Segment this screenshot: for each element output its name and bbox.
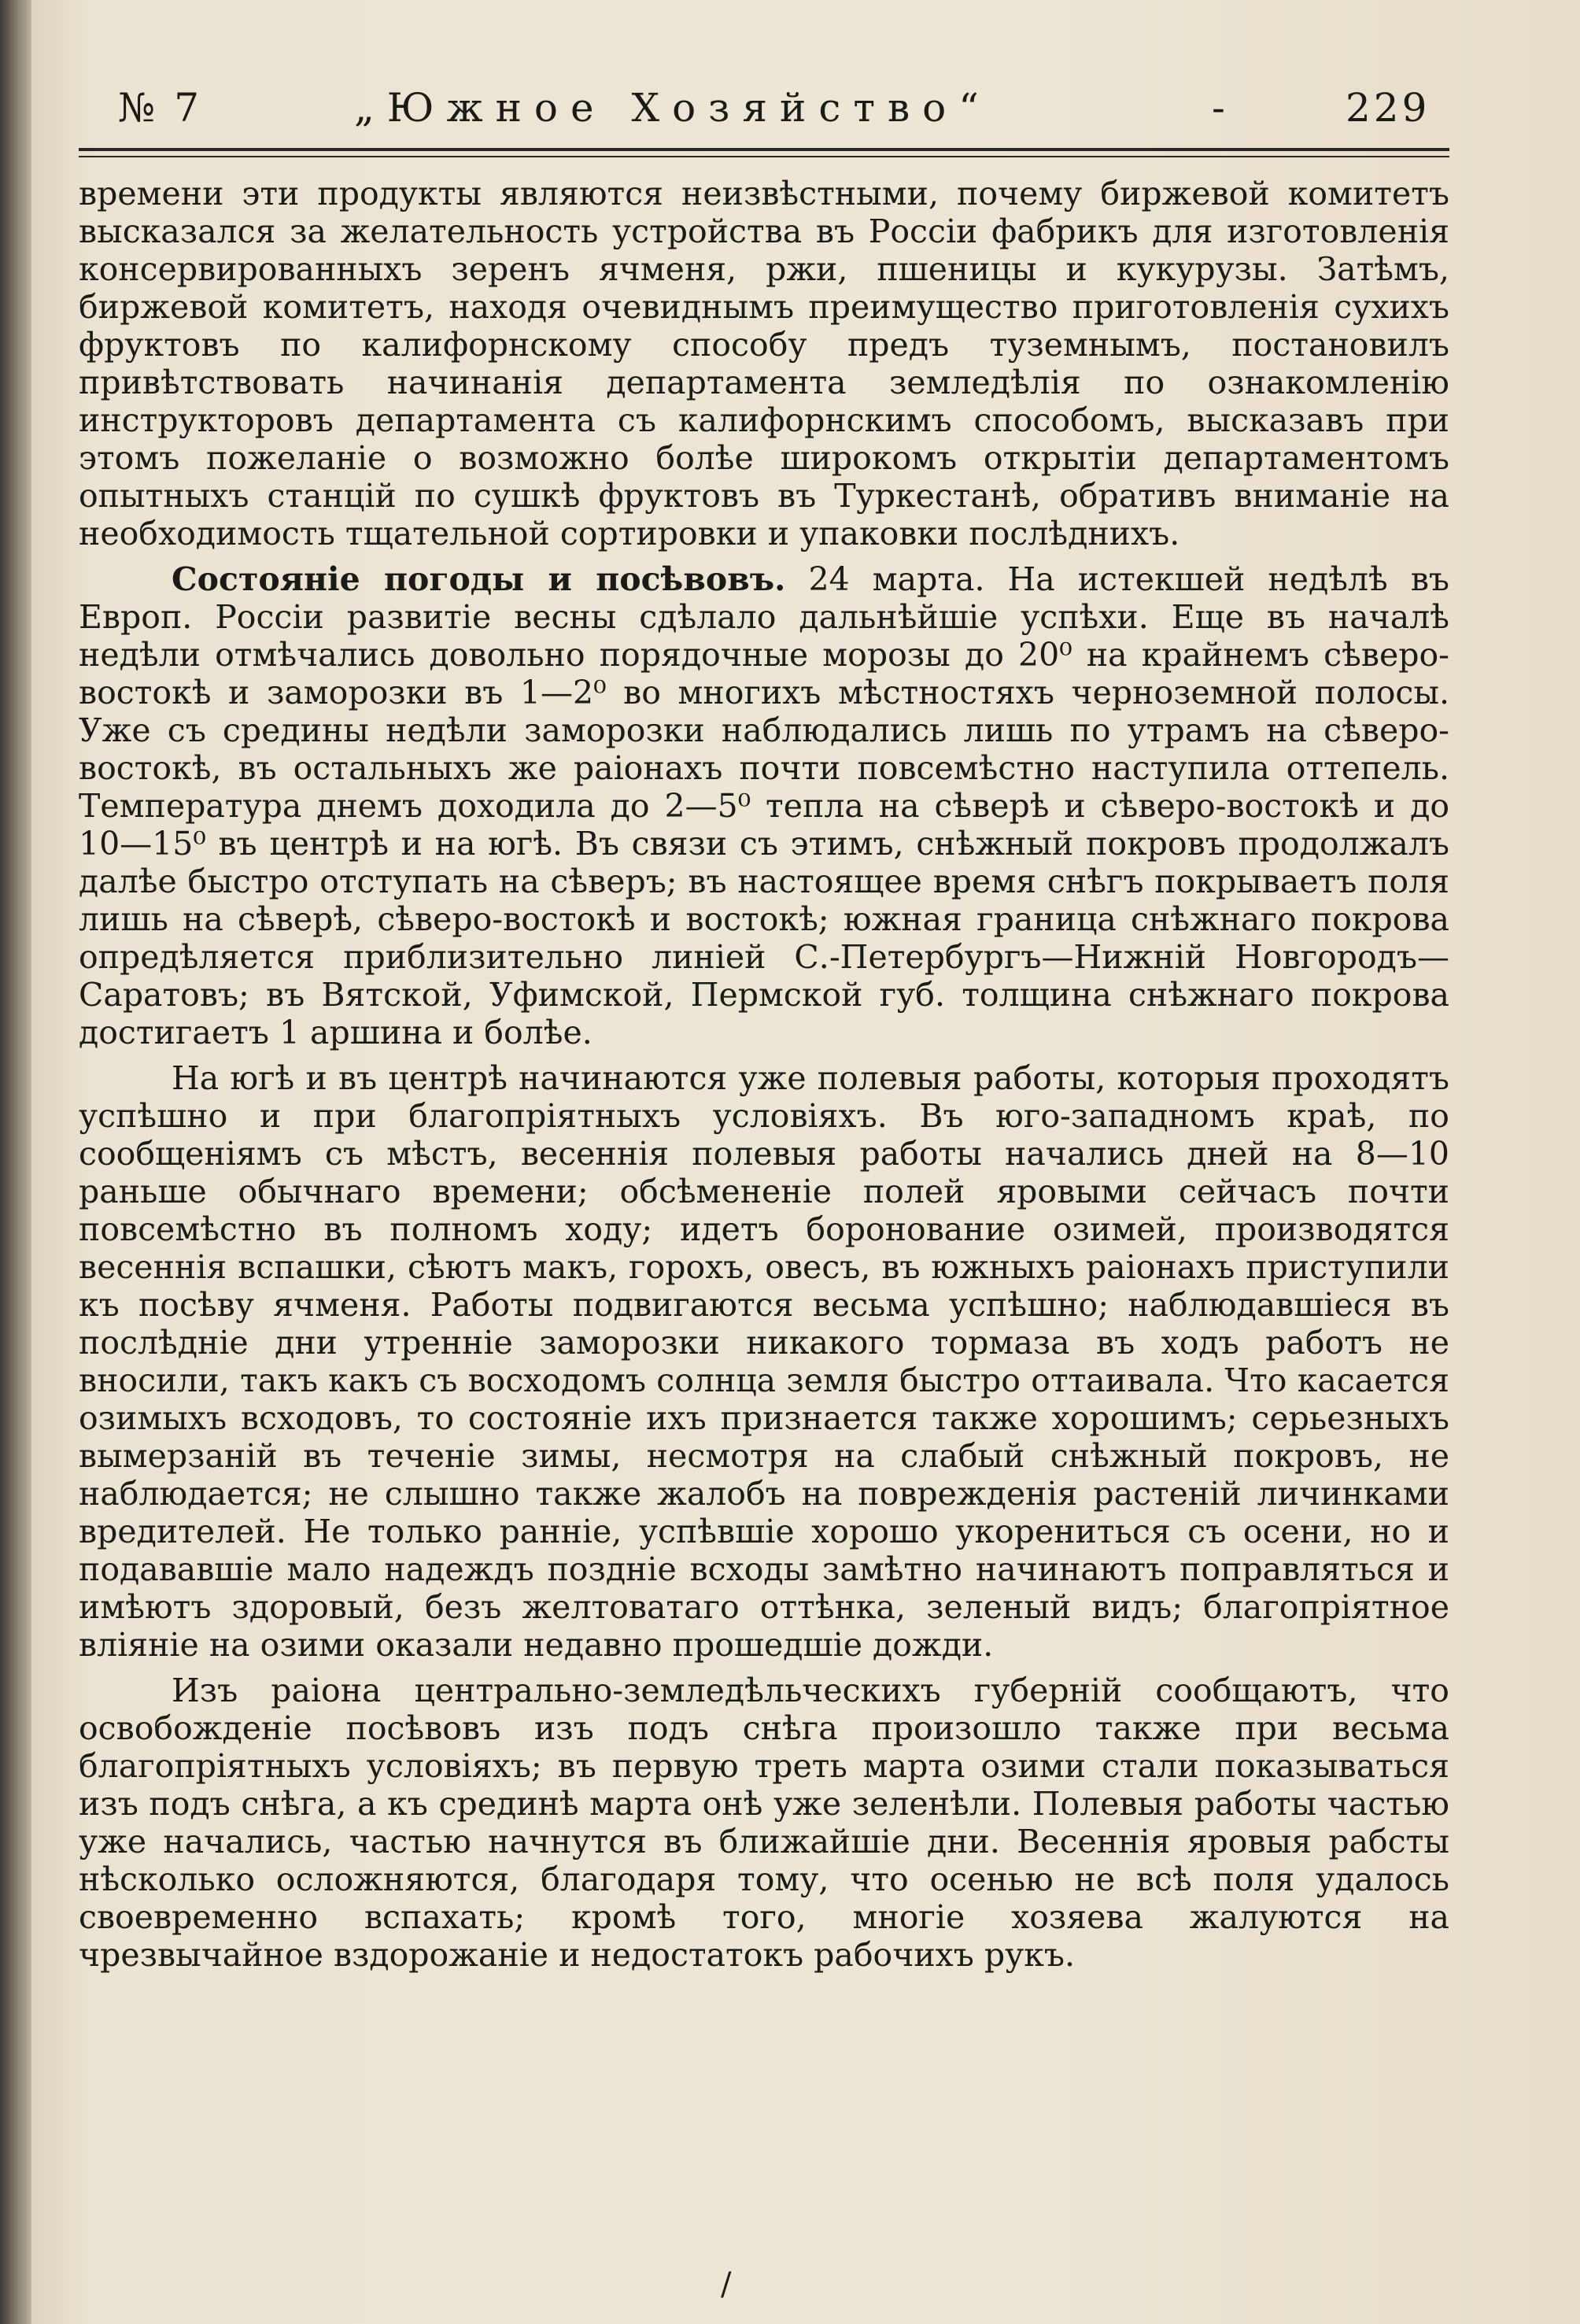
paragraph-3 <box>79 1059 1449 1664</box>
page-bottom-mark: / <box>721 2267 732 2303</box>
article-body <box>79 175 1449 1974</box>
paragraph-2 <box>79 560 1449 1051</box>
section-heading: Состояніе погоды и посѣвовъ. <box>172 560 786 598</box>
running-header <box>118 85 1430 140</box>
paragraph-3-text: На югѣ и въ центрѣ начинаются уже полевыя работы, которыя проходятъ успѣшно и при благопріятныхъ условіяхъ. Въ юго-западномъ краѣ, по сообщеніямъ съ мѣстъ, весеннія полевыя работы начались дней на 8—10 раньше обычнаго времени; обсѣмененіе полей яровыми сейчасъ почти повсемѣстно въ полномъ ходу; идетъ боронование озимей, производятся весеннія вспашки, сѣютъ макъ, горохъ, овесъ, въ южныхъ раіонахъ приступили къ посѣву ячменя. Работы подвигаются весьма успѣшно; наблюдавшіеся въ послѣдніе дни утренніе заморозки никакого тормаза въ ходъ работъ не вносили, такъ какъ съ восходомъ солнца земля быстро оттаивала. Что касается озимыхъ всходовъ, то состояніе ихъ признается также хорошимъ; серьезныхъ вымерзаній въ теченіе зимы, несмотря на слабый снѣжный покровъ, не наблюдается; не слышно также жалобъ на поврежденія растеній личинками вредителей. Не только ранніе, успѣвшіе хорошо укорениться съ осени, но и подававшіе мало надеждъ поздніе всходы замѣтно начинаютъ поправляться и имѣютъ здоровый, безъ желтоватаго оттѣнка, зеленый видъ; благопріятное вліяніе на озими оказали недавно прошедшіе дожди. <box>79 1059 1449 1664</box>
page-number: 229 <box>1346 85 1430 131</box>
issue-number: № 7 <box>118 85 203 131</box>
journal-title: „Южное Хозяйство“ <box>354 85 991 131</box>
paragraph-1 <box>79 175 1449 552</box>
paragraph-4 <box>79 1672 1449 1974</box>
header-rule-thick <box>79 148 1449 151</box>
paragraph-4-text: Изъ раіона центрально-земледѣльческихъ губерній сообщаютъ, что освобожденіе посѣвовъ изъ подъ снѣга произошло также при весьма благопріятныхъ условіяхъ; въ первую треть марта озими стали показываться изъ подъ снѣга, а къ срединѣ марта онѣ уже зеленѣли. Полевыя работы частью уже начались, частью начнутся въ ближайшіе дни. Весеннія яровыя рабсты нѣсколько осложняются, благодаря тому, что осенью не всѣ поля удалось своевременно вспахать; кромѣ того, многіе хозяева жалуются на чрезвычайное вздорожаніе и недостатокъ рабочихъ рукъ. <box>79 1672 1449 1974</box>
header-dash: - <box>1212 85 1228 131</box>
book-gutter <box>0 0 31 2324</box>
header-rule-thin <box>79 156 1449 157</box>
paragraph-2-text: 24 марта. На истекшей недѣлѣ въ Европ. Россіи развитіе весны сдѣлало дальнѣйшіе успѣхи. Еще въ началѣ недѣли отмѣчались довольно порядочные морозы до 20⁰ на крайнемъ сѣверо-востокѣ и заморозки въ 1—2⁰ во многихъ мѣстностяхъ черноземной полосы. Уже съ средины недѣли заморозки наблюдались лишь по утрамъ на сѣверо-востокѣ, въ остальныхъ же раіонахъ почти повсемѣстно наступила оттепель. Температура днемъ доходила до 2—5⁰ тепла на сѣверѣ и сѣверо-востокѣ и до 10—15⁰ въ центрѣ и на югѣ. Въ связи съ этимъ, снѣжный покровъ продолжалъ далѣе быстро отступать на сѣверъ; въ настоящее время снѣгъ покрываетъ поля лишь на сѣверѣ, сѣверо-востокѣ и востокѣ; южная граница снѣжнаго покрова опредѣляется приблизительно линіей С.-Петербургъ—Нижній Новгородъ—Саратовъ; въ Вятской, Уфимской, Пермской губ. толщина снѣжнаго покрова достигаетъ 1 аршина и болѣе. <box>79 560 1449 1051</box>
paragraph-1-text: времени эти продукты являются неизвѣстными, почему биржевой комитетъ высказался за желательность устройства въ Россіи фабрикъ для изготовленія консервированныхъ зеренъ ячменя, ржи, пшеницы и кукурузы. Затѣмъ, биржевой комитетъ, находя очевиднымъ преимущество приготовленія сухихъ фруктовъ по калифорнскому способу предъ туземнымъ, постановилъ привѣтствовать начинанія департамента земледѣлія по ознакомленію инструкторовъ департамента съ калифорнскимъ способомъ, высказавъ при этомъ пожеланіе о возможно болѣе широкомъ открытіи департаментомъ опытныхъ станцій по сушкѣ фруктовъ въ Туркестанѣ, обративъ вниманіе на необходимость тщательной сортировки и упаковки послѣднихъ. <box>79 175 1449 552</box>
